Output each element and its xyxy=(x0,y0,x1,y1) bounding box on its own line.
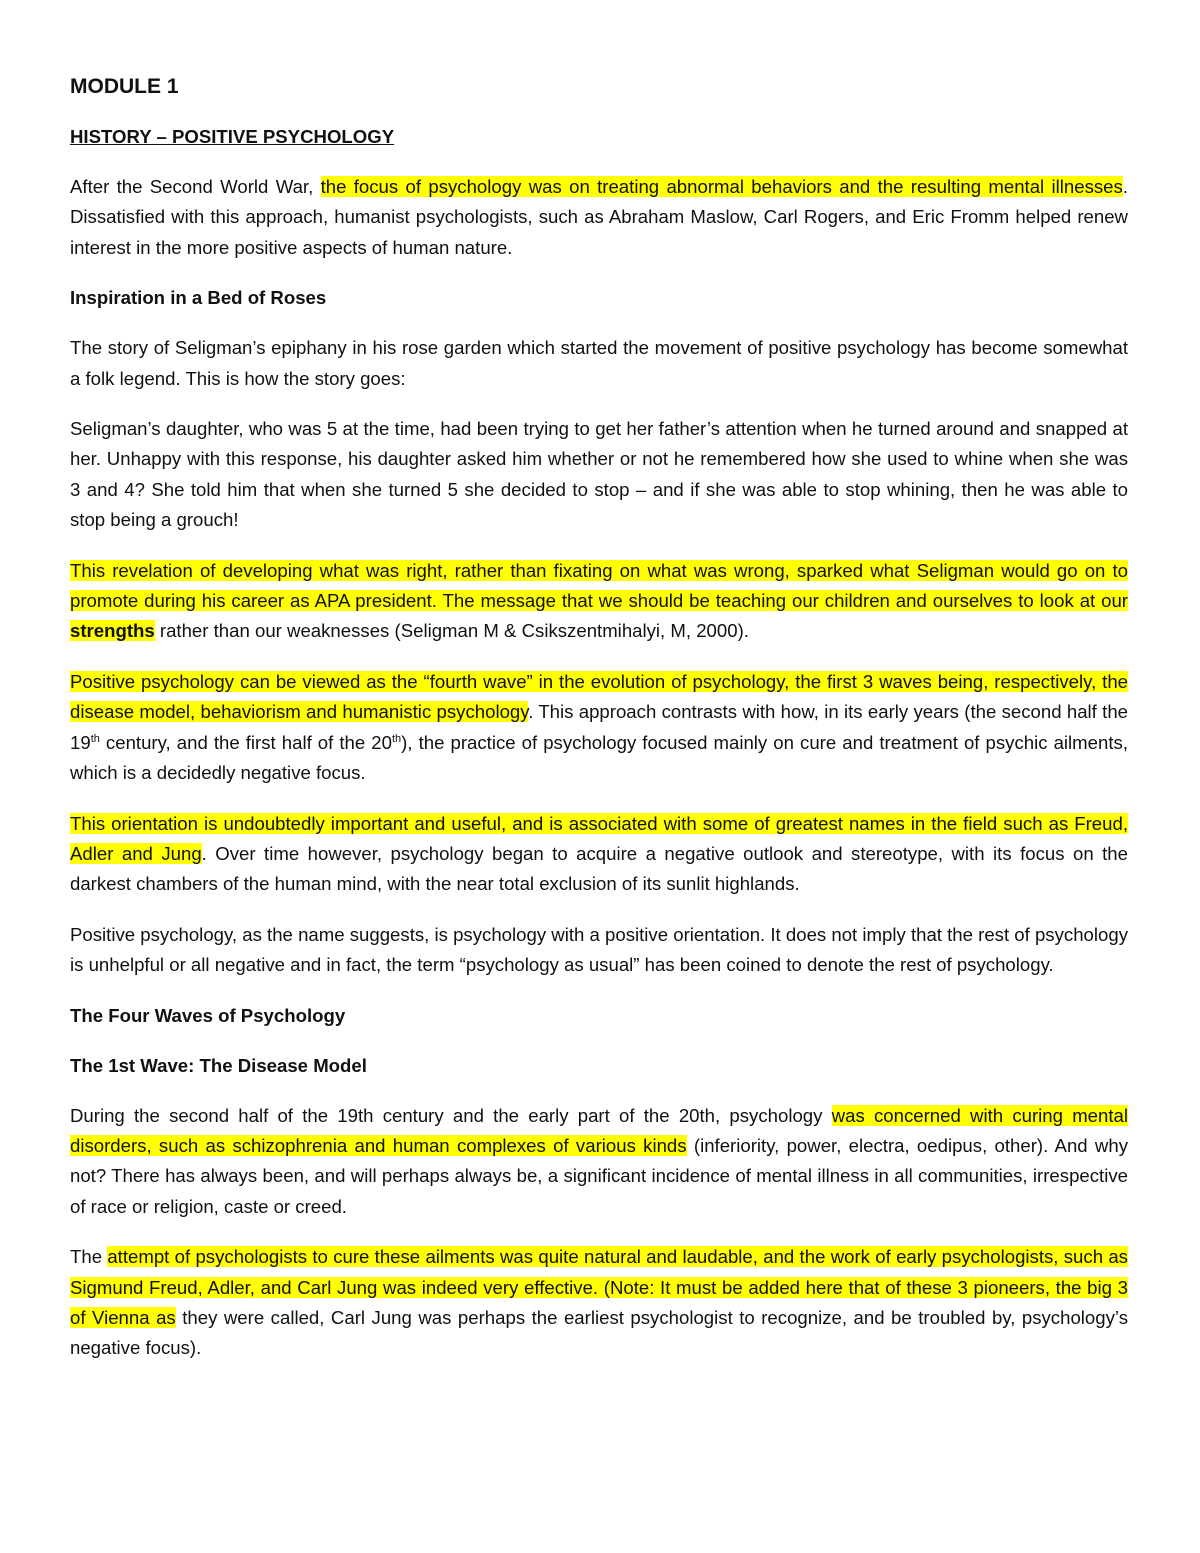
section-title: HISTORY – POSITIVE PSYCHOLOGY xyxy=(70,126,395,147)
highlighted-text: This revelation of developing what was right, rather than fixating on what was wrong, sparked what Seligman would go on to promote during his career as APA president. The message that we should be teaching our children and ourselves to look at our xyxy=(70,559,1128,612)
highlighted-text: attempt of psychologists to cure these ailments was quite natural and laudable, and the work of early psychologists, such as Sigmund Freud, Adler, and Carl Jung was indeed very effective. (Note: It must be added here that of these 3 pioneers, the big 3 of Vienna as xyxy=(70,1246,1128,1328)
highlighted-text: Positive psychology can be viewed as the “fourth wave” in the evolution of psychology, the first 3 waves being, respectively, the disease model, behaviorism and humanistic psychology xyxy=(70,670,1128,723)
paragraph-text: century, and the first half of the 20 xyxy=(99,731,392,753)
highlighted-text: was concerned with curing mental disorders, such as schizophrenia and human complexes of various kinds xyxy=(70,1104,1128,1156)
paragraph-text: During the second half of the 19th century and the early part of the 20th, psychology xyxy=(70,1104,832,1126)
paragraph-text: ), the practice of psychology focused mainly on cure and treatment of psychic ailments, which is a decidedly negative focus. xyxy=(70,731,1128,784)
highlighted-bold-text: strengths xyxy=(70,620,155,642)
heading-first-wave: The 1st Wave: The Disease Model xyxy=(70,1054,367,1076)
paragraph-fourth-wave xyxy=(70,667,1128,789)
paragraph-positive-orientation: Positive psychology, as the name suggests, is psychology with a positive orientation. It does not imply that the rest of psychology is unhelpful or all negative and in fact, the term “psychology as usual” has been coined to denote the rest of psychology. xyxy=(70,923,1128,976)
paragraph-daughter: Seligman’s daughter, who was 5 at the time, had been trying to get her father’s attention when he turned around and snapped at her. Unhappy with this response, his daughter asked him whether or not he remembered how she used to whine when she was 3 and 4? She told him that when she turned 5 she decided to stop – and if she was able to stop whining, then he was able to stop being a grouch! xyxy=(70,418,1128,531)
paragraph-text: After the Second World War, xyxy=(70,176,321,197)
paragraph-early-psychologists xyxy=(70,1242,1128,1364)
paragraph-text: . Over time however, psychology began to acquire a negative outlook and stereotype, with its focus on the darkest chambers of the human mind, with the near total exclusion of its sunlit highlands. xyxy=(70,842,1128,895)
paragraph-orientation xyxy=(70,809,1128,900)
paragraph-text: they were called, Carl Jung was perhaps the earliest psychologist to recognize, and be troubled by, psychology’s negative focus). xyxy=(70,1306,1128,1359)
paragraph-revelation xyxy=(70,556,1128,647)
heading-four-waves: The Four Waves of Psychology xyxy=(70,1004,346,1026)
highlighted-text: the focus of psychology was on treating abnormal behaviors and the resulting mental illnesses xyxy=(320,176,1123,197)
document-page xyxy=(70,72,1128,1384)
superscript: th xyxy=(391,732,402,745)
superscript: th xyxy=(90,732,100,745)
paragraph-post-war xyxy=(70,172,1128,263)
paragraph-text: rather than our weaknesses (Seligman M & Csikszentmihalyi, M, 2000). xyxy=(154,620,749,642)
module-title: MODULE 1 xyxy=(70,75,179,98)
paragraph-text: . Dissatisfied with this approach, humanist psychologists, such as Abraham Maslow, Carl Rogers, and Eric Fromm helped renew interest in the more positive aspects of human nature. xyxy=(70,176,1128,258)
paragraph-text: The xyxy=(70,1246,108,1268)
heading-inspiration: Inspiration in a Bed of Roses xyxy=(70,287,327,309)
paragraph-seligman-story: The story of Seligman’s epiphany in his rose garden which started the movement of positive psychology has become somewhat a folk legend. This is how the story goes: xyxy=(70,337,1128,389)
highlighted-text: This orientation is undoubtedly important and useful, and is associated with some of greatest names in the field such as Freud, Adler and Jung xyxy=(70,812,1128,864)
paragraph-text: (inferiority, power, electra, oedipus, other). And why not? There has always been, and will perhaps always be, a significant incidence of mental illness in all communities, irrespective of race or religion, caste or creed. xyxy=(70,1134,1128,1217)
paragraph-disease-model xyxy=(70,1101,1128,1223)
paragraph-text: . This approach contrasts with how, in its early years (the second half the 19 xyxy=(70,701,1128,753)
